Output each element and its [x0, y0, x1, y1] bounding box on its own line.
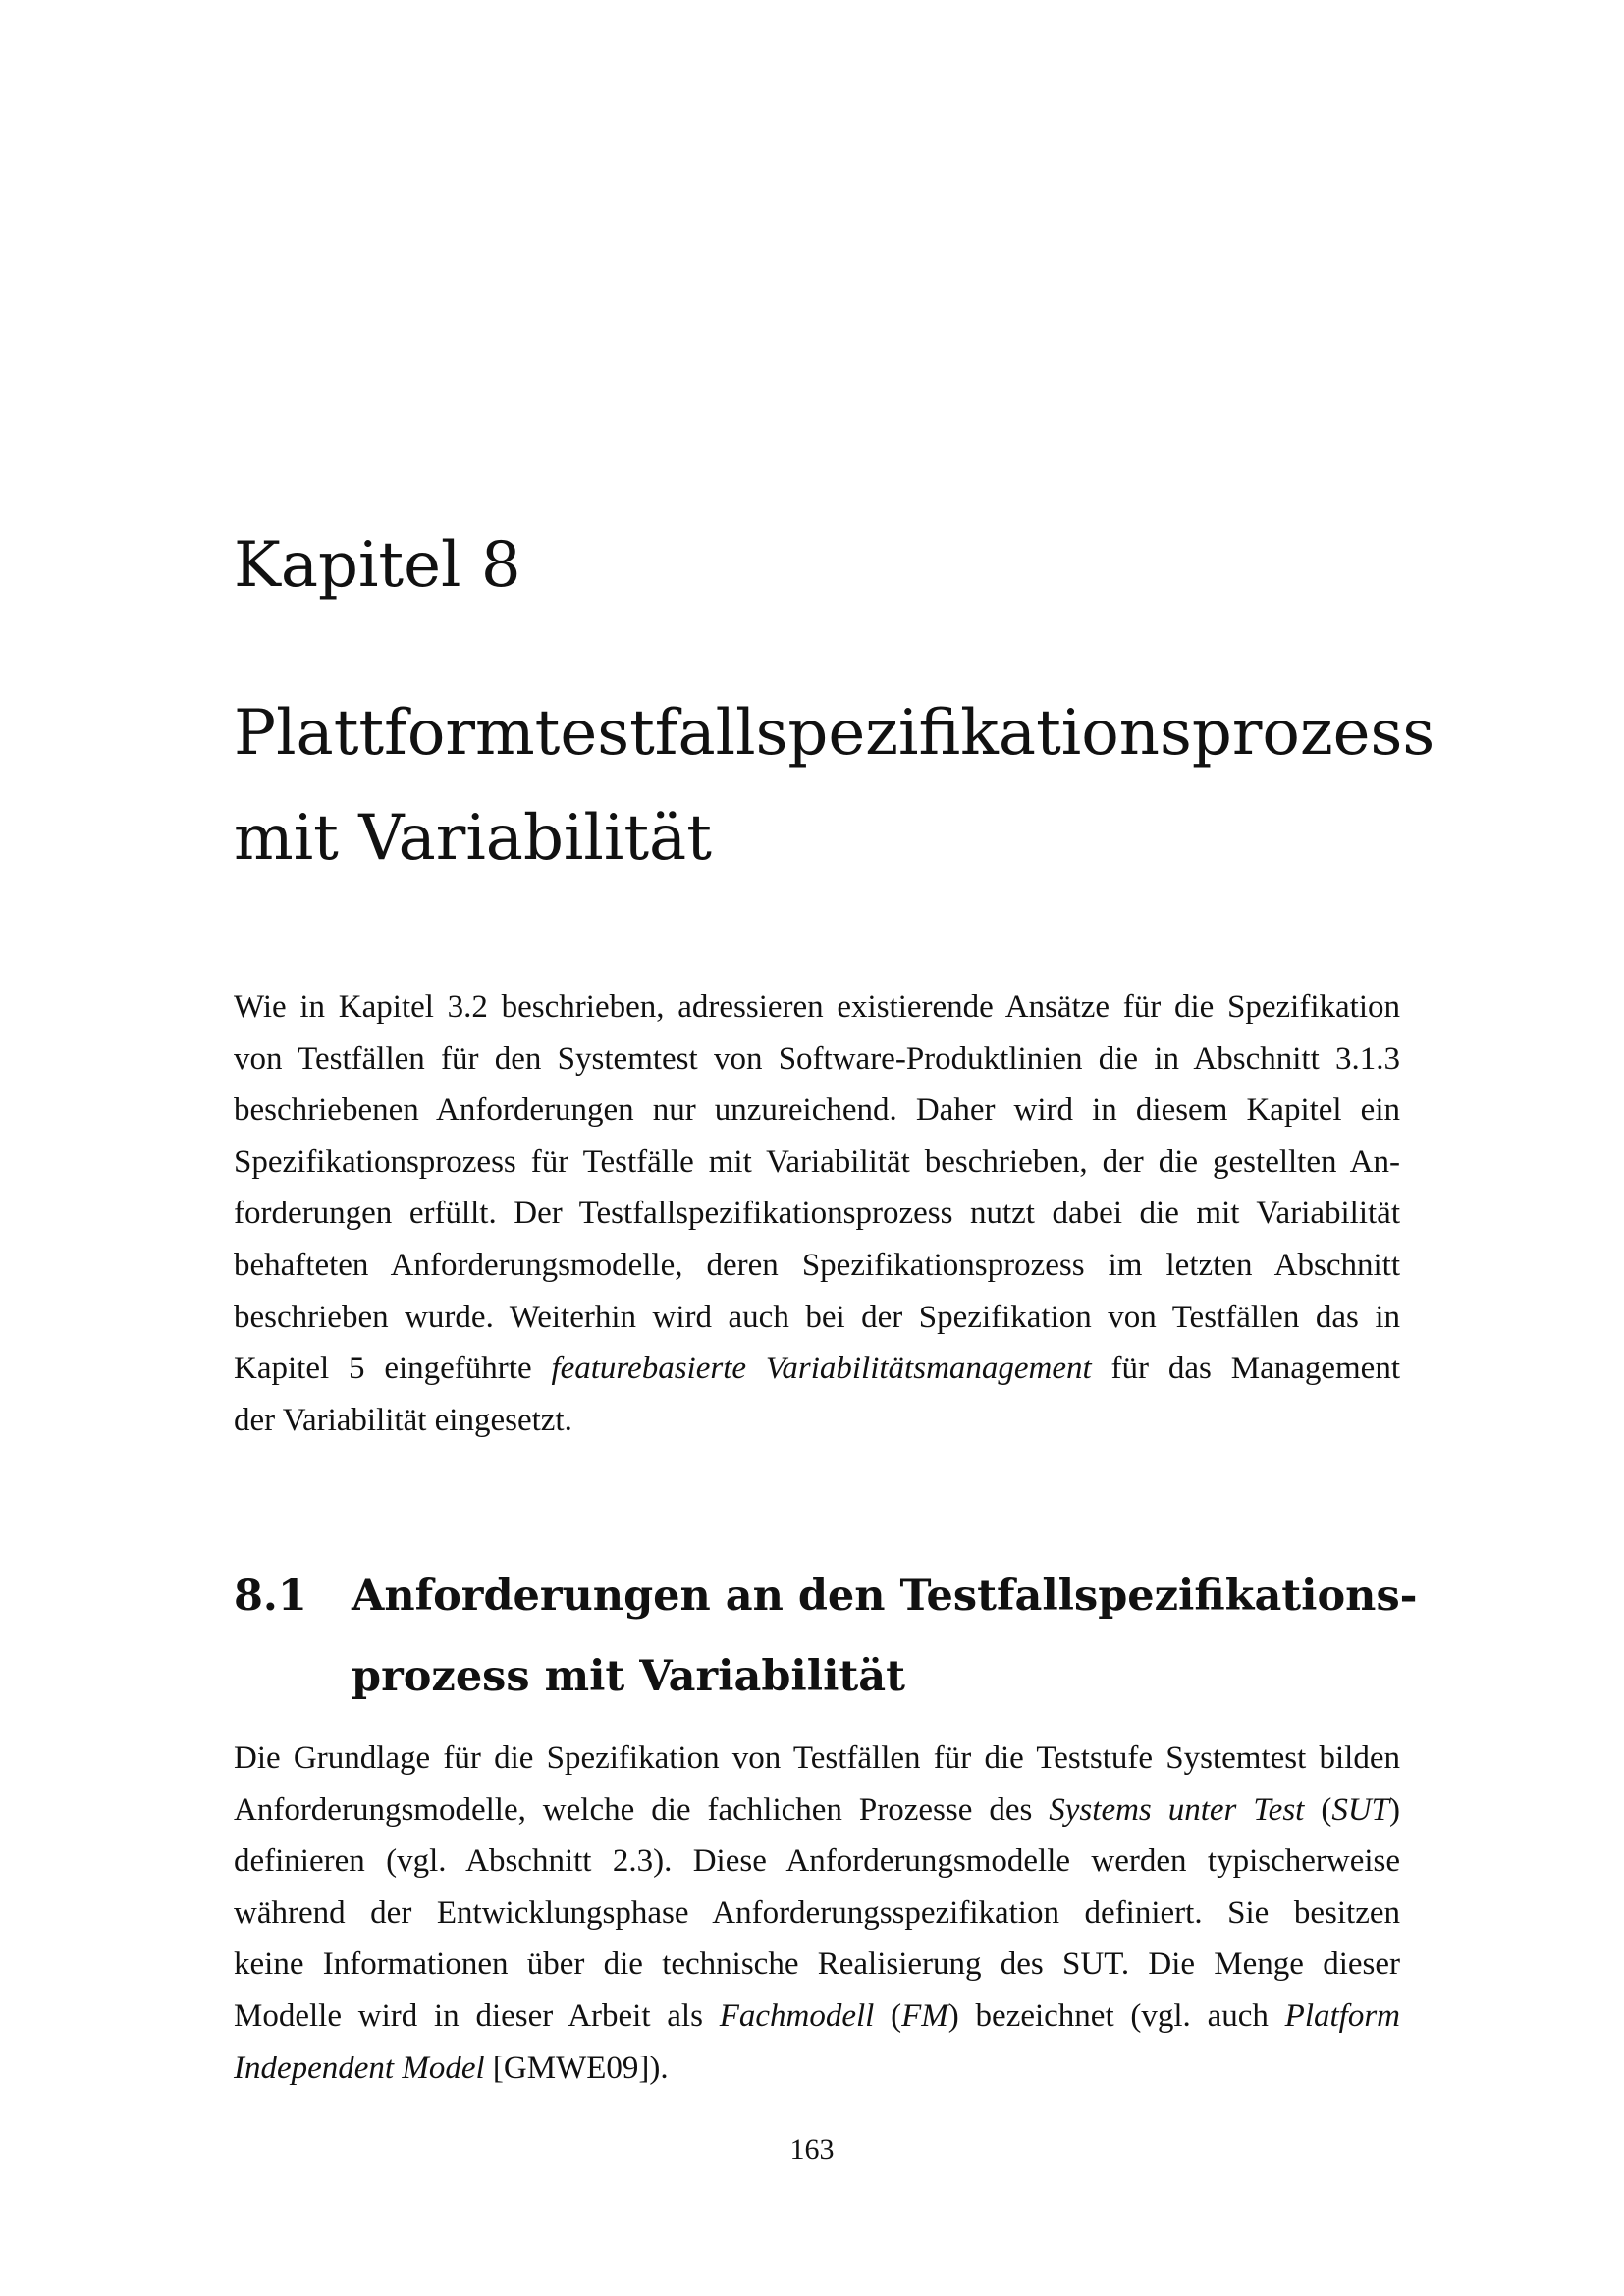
section-title-line: prozess mit Variabilität — [352, 1652, 906, 1701]
text-run: ) bezeichnet (vgl. auch — [947, 1998, 1285, 2034]
chapter-title-line: Plattformtestfallspezifikationsprozess — [234, 697, 1435, 770]
text-line — [234, 1343, 1400, 1395]
text-line: Wie in Kapitel 3.2 beschrieben, adressieren existierende Ansätze für die Spezifikation — [234, 989, 1400, 1025]
text-line: Spezifikationsprozess für Testfälle mit Variabilität beschrieben, der die gestellten An- — [234, 1144, 1400, 1180]
text-run: ) — [1389, 1791, 1400, 1828]
intro-paragraph — [234, 982, 1400, 1446]
text-line: forderungen erfüllt. Der Testfallspezifikationsprozess nutzt dabei die mit Variabilität — [234, 1196, 1400, 1232]
section-title-line: Anforderungen an den Testfallspezifikations- — [352, 1572, 1418, 1621]
text-run: ( — [874, 1998, 902, 2034]
text-run: ( — [1304, 1791, 1332, 1828]
text-run: für das Management — [1091, 1351, 1400, 1387]
page-number: 163 — [789, 2133, 835, 2165]
text-line: keine Informationen über die technische Realisierung des SUT. Die Menge dieser — [234, 1947, 1400, 1983]
text-run: [GMWE09]). — [484, 2050, 669, 2086]
text-line: definieren (vgl. Abschnitt 2.3). Diese Anforderungsmodelle werden typischerweise — [234, 1843, 1400, 1880]
abbreviation: FM — [901, 1998, 948, 2034]
section-number: 8.1 — [234, 1572, 307, 1621]
emphasized-term: featurebasierte Variabilitätsmanagement — [551, 1351, 1092, 1387]
text-line: beschriebenen Anforderungen nur unzureichend. Daher wird in diesem Kapitel ein — [234, 1093, 1400, 1129]
text-line — [234, 1991, 1400, 2043]
text-run: Kapitel 5 eingeführte — [234, 1351, 552, 1387]
text-line: der Variabilität eingesetzt. — [234, 1402, 572, 1438]
text-line — [234, 1785, 1400, 1837]
emphasized-term: Independent Model — [234, 2050, 485, 2086]
text-line: beschrieben wurde. Weiterhin wird auch bei der Spezifikation von Testfällen das in — [234, 1299, 1400, 1335]
text-line: von Testfällen für den Systemtest von Software-Produktlinien die in Abschnitt 3.1.3 — [234, 1041, 1400, 1077]
text-run: Modelle wird in dieser Arbeit als — [234, 1998, 720, 2034]
abbreviation: SUT — [1331, 1791, 1389, 1828]
text-line — [234, 2043, 1400, 2095]
chapter-label: Kapitel 8 — [234, 529, 521, 602]
chapter-title — [234, 681, 1435, 891]
text-line: während der Entwicklungsphase Anforderungsspezifikation definiert. Sie besitzen — [234, 1895, 1400, 1931]
emphasized-term: Platform — [1284, 1998, 1400, 2034]
emphasized-term: Fachmodell — [719, 1998, 875, 2034]
section-paragraph — [234, 1733, 1400, 2094]
text-line: behafteten Anforderungsmodelle, deren Spezifikationsprozess im letzten Abschnitt — [234, 1247, 1400, 1283]
text-line: Die Grundlage für die Spezifikation von Testfällen für die Teststufe Systemtest bilden — [234, 1740, 1400, 1776]
chapter-title-line: mit Variabilität — [234, 802, 712, 875]
emphasized-term: Systems unter Test — [1049, 1791, 1305, 1828]
text-run: Anforderungsmodelle, welche die fachlichen Prozesse des — [234, 1791, 1050, 1828]
